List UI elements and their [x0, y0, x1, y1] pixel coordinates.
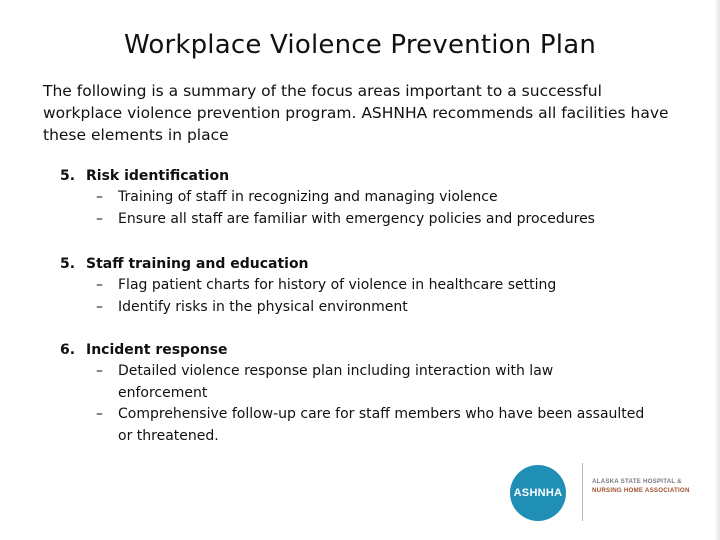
dash-bullet: – — [96, 363, 103, 379]
section-number: 5. — [60, 168, 76, 184]
logo-divider — [582, 463, 583, 521]
dash-bullet: – — [96, 277, 103, 293]
section-number: 5. — [60, 256, 76, 272]
list-item-text: Flag patient charts for history of violence in healthcare setting — [118, 277, 557, 293]
list-item — [60, 209, 660, 231]
logo-wordmark — [592, 477, 690, 495]
dash-bullet: – — [96, 189, 103, 205]
list-item-text: Detailed violence response plan including interaction with law enforcement — [118, 363, 554, 401]
logo-line-2: NURSING HOME ASSOCIATION — [592, 487, 690, 494]
list-item — [60, 297, 660, 319]
section-heading — [60, 340, 660, 361]
section-incident-response — [60, 340, 660, 447]
dash-bullet: – — [96, 406, 103, 422]
ashnha-logo — [510, 463, 715, 523]
page-title: Workplace Violence Prevention Plan — [123, 30, 597, 60]
section-heading — [60, 166, 660, 187]
section-title: Staff training and education — [86, 256, 309, 272]
list-item-text: Identify risks in the physical environment — [118, 298, 408, 315]
intro-paragraph: The following is a summary of the focus areas important to a successful workplace violence prevention program. ASHNHA recommends all facilities have these elements in place — [43, 82, 669, 144]
section-risk-identification — [60, 166, 660, 230]
section-staff-training — [60, 254, 660, 318]
section-title: Incident response — [86, 342, 228, 358]
logo-circle: ASHNHA — [510, 465, 566, 521]
list-item — [60, 404, 658, 447]
dash-bullet: – — [96, 298, 103, 315]
slide-edge — [714, 0, 720, 540]
section-heading — [60, 254, 660, 275]
list-item-text: Comprehensive follow-up care for staff members who have been assaulted or threatened. — [118, 406, 645, 444]
list-item — [60, 361, 618, 404]
dash-bullet: – — [96, 210, 103, 227]
section-title: Risk identification — [86, 168, 230, 184]
section-number: 6. — [60, 342, 76, 358]
list-item-text: Ensure all staff are familiar with emergency policies and procedures — [118, 210, 595, 227]
logo-line-1: ALASKA STATE HOSPITAL & — [592, 478, 682, 485]
list-item-text: Training of staff in recognizing and managing violence — [118, 189, 498, 205]
list-item — [60, 275, 660, 297]
list-item — [60, 187, 660, 209]
